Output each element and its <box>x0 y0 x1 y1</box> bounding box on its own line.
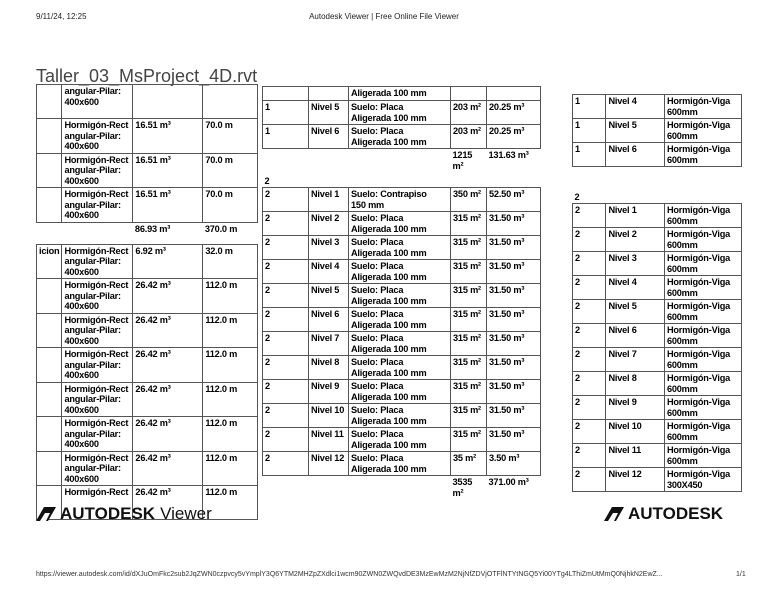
level-cell: Nivel 5 <box>309 101 349 125</box>
description-cell: Suelo: Placa Aligerada 100 mm <box>349 125 451 149</box>
description-cell: Hormigón-Viga 600mm <box>664 204 741 228</box>
length-cell: 112.0 m <box>203 382 258 417</box>
print-page-title: Autodesk Viewer | Free Online File Viewer <box>309 12 459 21</box>
group-cell: 2 <box>263 404 309 428</box>
length-cell: 70.0 m <box>203 188 258 223</box>
description-cell: Aligerada 100 mm <box>349 87 451 101</box>
element-type-cell: Hormigón-Rect angular-Pilar: 400x600 <box>62 451 133 486</box>
print-url: https://viewer.autodesk.com/id/dXJuOmFkc2sub2JqZWN0czpvcy5vYmplY3Q6YTM2MHZpZXdlci1wcm90ZWN0ZWQvdDE3MzEwMzM2NjNfZDVjOTFlNTYtNGQ5Yi00YTg4LThiZmUtMmQ0NjhkN2EwZ... <box>36 571 663 578</box>
left-schedule-panel <box>36 86 258 498</box>
group-cell <box>37 348 62 383</box>
table-row <box>263 188 541 212</box>
length-cell: 32.0 m <box>203 244 258 279</box>
table-row <box>573 468 742 492</box>
table-row <box>263 87 541 101</box>
table-row <box>263 452 541 476</box>
volume-cell <box>133 85 203 119</box>
level-cell: Nivel 5 <box>606 300 664 324</box>
table-row <box>37 119 258 154</box>
element-type-cell: Hormigón-Rect angular-Pilar: 400x600 <box>62 119 133 154</box>
print-page-number: 1/1 <box>736 571 746 578</box>
volume-cell: 31.50 m³ <box>487 284 541 308</box>
area-cell: 35 m² <box>451 452 487 476</box>
description-cell <box>349 149 451 175</box>
table-row <box>573 228 742 252</box>
area-cell: 315 m² <box>451 308 487 332</box>
table-row <box>37 348 258 383</box>
middle-schedule-panel <box>262 88 545 498</box>
level-cell: Nivel 1 <box>309 188 349 212</box>
group-cell: 2 <box>263 356 309 380</box>
level-cell: Nivel 3 <box>606 252 664 276</box>
group-cell: 2 <box>263 380 309 404</box>
subtotal-row <box>263 149 541 175</box>
group-cell: 2 <box>573 252 606 276</box>
level-cell: Nivel 4 <box>309 260 349 284</box>
volume-cell: 26.42 m³ <box>133 417 203 452</box>
length-cell: 112.0 m <box>203 313 258 348</box>
table-row <box>37 451 258 486</box>
description-cell: Suelo: Placa Aligerada 100 mm <box>349 380 451 404</box>
volume-cell: 26.42 m³ <box>133 382 203 417</box>
table-row <box>263 125 541 149</box>
volume-cell <box>487 87 541 101</box>
group-cell: 2 <box>573 300 606 324</box>
level-cell: Nivel 6 <box>309 125 349 149</box>
description-cell: Suelo: Placa Aligerada 100 mm <box>349 260 451 284</box>
autodesk-logo-icon <box>36 507 56 521</box>
table-row <box>263 260 541 284</box>
table-row <box>263 212 541 236</box>
element-type-cell: Hormigón-Rect angular-Pilar: 400x600 <box>62 244 133 279</box>
length-cell: 112.0 m <box>203 348 258 383</box>
group-label-cell: 2 <box>574 191 580 202</box>
table-row <box>263 101 541 125</box>
description-cell: Hormigón-Viga 600mm <box>664 372 741 396</box>
table-row <box>263 404 541 428</box>
group-cell: 2 <box>573 276 606 300</box>
group-cell: 1 <box>573 119 606 143</box>
description-cell: Hormigón-Viga 600mm <box>664 348 741 372</box>
volume-cell: 31.50 m³ <box>487 236 541 260</box>
total-length-cell: 370.0 m <box>204 223 238 234</box>
table-row <box>263 236 541 260</box>
group-cell <box>263 476 309 500</box>
level-cell: Nivel 6 <box>606 324 664 348</box>
group-cell: icion <box>37 244 62 279</box>
subtotal-area-cell: 1215 m² <box>452 150 473 171</box>
group-header-row <box>573 191 742 204</box>
table-row <box>37 85 258 119</box>
element-type-cell: Hormigón-Rect angular-Pilar: 400x600 <box>62 382 133 417</box>
group-cell: 2 <box>573 468 606 492</box>
group-cell: 1 <box>573 95 606 119</box>
print-datetime: 9/11/24, 12:25 <box>36 12 87 21</box>
volume-cell: 3.50 m³ <box>487 452 541 476</box>
total-row <box>263 476 541 500</box>
group-cell: 2 <box>263 428 309 452</box>
description-cell: Hormigón-Viga 600mm <box>664 300 741 324</box>
area-cell: 315 m² <box>451 428 487 452</box>
group-cell: 2 <box>573 324 606 348</box>
group-cell: 2 <box>263 452 309 476</box>
group-cell <box>37 153 62 188</box>
description-cell: Suelo: Contrapiso 150 mm <box>349 188 451 212</box>
table-row <box>573 324 742 348</box>
description-cell: Suelo: Placa Aligerada 100 mm <box>349 428 451 452</box>
total-volume-cell: 86.93 m³ <box>134 223 171 234</box>
group-cell <box>37 85 62 119</box>
level-cell: Nivel 8 <box>309 356 349 380</box>
area-cell: 315 m² <box>451 380 487 404</box>
volume-cell: 31.50 m³ <box>487 212 541 236</box>
volume-cell: 20.25 m³ <box>487 101 541 125</box>
group-cell: 2 <box>573 372 606 396</box>
group-cell: 2 <box>263 284 309 308</box>
volume-cell: 26.42 m³ <box>133 451 203 486</box>
autodesk-wordmark: AUTODESK <box>60 504 156 523</box>
autodesk-logo-icon <box>604 507 624 521</box>
volume-cell: 52.50 m³ <box>487 188 541 212</box>
level-cell: Nivel 10 <box>606 420 664 444</box>
area-cell: 203 m² <box>451 125 487 149</box>
group-cell: 2 <box>263 308 309 332</box>
volume-cell: 31.50 m³ <box>487 308 541 332</box>
table-row <box>573 348 742 372</box>
autodesk-wordmark: AUTODESK <box>628 504 724 523</box>
table-row <box>573 300 742 324</box>
subtotal-volume-cell: 131.63 m³ <box>488 150 529 160</box>
area-cell: 315 m² <box>451 236 487 260</box>
element-type-cell: Hormigón-Rect angular-Pilar: 400x600 <box>62 279 133 314</box>
group-header-row <box>263 175 541 188</box>
level-cell <box>309 87 349 101</box>
element-type-cell: Hormigón-Rect angular-Pilar: 400x600 <box>62 348 133 383</box>
group-cell <box>263 149 309 175</box>
autodesk-logo <box>604 504 723 524</box>
group-cell: 2 <box>263 260 309 284</box>
group-cell: 2 <box>263 332 309 356</box>
description-cell: Suelo: Placa Aligerada 100 mm <box>349 101 451 125</box>
length-cell: 112.0 m <box>203 486 258 520</box>
table-row <box>37 279 258 314</box>
table-row <box>263 308 541 332</box>
level-cell: Nivel 8 <box>606 372 664 396</box>
table-row <box>37 313 258 348</box>
level-cell: Nivel 3 <box>309 236 349 260</box>
area-cell: 203 m² <box>451 101 487 125</box>
table-row <box>37 382 258 417</box>
table-row <box>573 252 742 276</box>
group-cell: 1 <box>263 101 309 125</box>
table-row <box>573 420 742 444</box>
level-cell: Nivel 12 <box>309 452 349 476</box>
element-type-cell: angular-Pilar: 400x600 <box>62 85 133 119</box>
volume-cell: 16.51 m³ <box>133 153 203 188</box>
group-cell: 2 <box>263 236 309 260</box>
volume-cell: 20.25 m³ <box>487 125 541 149</box>
description-cell: Suelo: Placa Aligerada 100 mm <box>349 284 451 308</box>
level-cell: Nivel 10 <box>309 404 349 428</box>
description-cell: Suelo: Placa Aligerada 100 mm <box>349 212 451 236</box>
level-cell: Nivel 11 <box>309 428 349 452</box>
document-title: Taller_03_MsProject_4D.rvt <box>36 66 258 86</box>
volume-cell: 31.50 m³ <box>487 428 541 452</box>
right-schedule-table <box>572 94 742 492</box>
level-cell: Nivel 6 <box>309 308 349 332</box>
group-cell <box>37 313 62 348</box>
level-cell: Nivel 5 <box>309 284 349 308</box>
level-cell: Nivel 4 <box>606 95 664 119</box>
group-cell: 2 <box>573 444 606 468</box>
length-cell: 112.0 m <box>203 451 258 486</box>
volume-cell: 31.50 m³ <box>487 380 541 404</box>
description-cell: Hormigón-Viga 600mm <box>664 119 741 143</box>
volume-cell: 31.50 m³ <box>487 356 541 380</box>
table-row <box>37 153 258 188</box>
length-cell: 70.0 m <box>203 153 258 188</box>
level-cell: Nivel 9 <box>606 396 664 420</box>
level-cell <box>309 149 349 175</box>
spacer-row <box>573 167 742 191</box>
left-schedule-table <box>36 84 258 520</box>
group-cell: 2 <box>573 204 606 228</box>
volume-cell: 31.50 m³ <box>487 260 541 284</box>
table-row <box>573 372 742 396</box>
table-row <box>573 396 742 420</box>
length-cell: 112.0 m <box>203 279 258 314</box>
group-cell <box>263 87 309 101</box>
level-cell: Nivel 1 <box>606 204 664 228</box>
group-cell <box>37 119 62 154</box>
table-row <box>573 276 742 300</box>
group-cell <box>37 382 62 417</box>
level-cell: Nivel 12 <box>606 468 664 492</box>
description-cell: Hormigón-Viga 600mm <box>664 420 741 444</box>
level-cell <box>309 476 349 500</box>
description-cell: Suelo: Placa Aligerada 100 mm <box>349 332 451 356</box>
level-cell: Nivel 7 <box>309 332 349 356</box>
level-cell: Nivel 6 <box>606 143 664 167</box>
group-cell: 2 <box>263 188 309 212</box>
area-cell: 315 m² <box>451 212 487 236</box>
group-cell: 2 <box>573 348 606 372</box>
table-row <box>37 188 258 223</box>
element-type-cell <box>62 222 133 244</box>
group-cell <box>37 188 62 223</box>
element-type-cell: Hormigón-Rect <box>62 486 133 520</box>
table-row <box>573 119 742 143</box>
level-cell: Nivel 5 <box>606 119 664 143</box>
viewer-wordmark: Viewer <box>160 504 212 523</box>
group-label-cell: 2 <box>264 175 270 186</box>
level-cell: Nivel 9 <box>309 380 349 404</box>
group-cell: 2 <box>573 396 606 420</box>
group-cell: 1 <box>263 125 309 149</box>
table-row <box>263 356 541 380</box>
description-cell: Hormigón-Viga 600mm <box>664 324 741 348</box>
length-cell: 112.0 m <box>203 417 258 452</box>
group-cell <box>37 279 62 314</box>
table-row <box>263 284 541 308</box>
volume-cell: 6.92 m³ <box>133 244 203 279</box>
description-cell: Hormigón-Viga 600mm <box>664 252 741 276</box>
description-cell: Hormigón-Viga 600mm <box>664 276 741 300</box>
area-cell <box>451 87 487 101</box>
middle-schedule-table <box>262 86 541 499</box>
description-cell: Suelo: Placa Aligerada 100 mm <box>349 308 451 332</box>
group-cell <box>37 222 62 244</box>
table-row <box>573 95 742 119</box>
level-cell: Nivel 2 <box>606 228 664 252</box>
volume-cell: 26.42 m³ <box>133 313 203 348</box>
area-cell: 315 m² <box>451 284 487 308</box>
description-cell: Hormigón-Viga 600mm <box>664 143 741 167</box>
element-type-cell: Hormigón-Rect angular-Pilar: 400x600 <box>62 417 133 452</box>
group-cell: 2 <box>573 228 606 252</box>
group-cell <box>37 451 62 486</box>
volume-cell: 26.42 m³ <box>133 279 203 314</box>
area-cell: 350 m² <box>451 188 487 212</box>
level-cell: Nivel 2 <box>309 212 349 236</box>
table-row <box>263 428 541 452</box>
description-cell: Suelo: Placa Aligerada 100 mm <box>349 356 451 380</box>
volume-cell: 26.42 m³ <box>133 486 203 520</box>
table-row <box>573 204 742 228</box>
total-volume-cell: 371.00 m³ <box>488 477 529 487</box>
description-cell: Hormigón-Viga 300X450 <box>664 468 741 492</box>
area-cell: 315 m² <box>451 356 487 380</box>
total-row <box>37 222 258 244</box>
table-row <box>263 380 541 404</box>
area-cell: 315 m² <box>451 260 487 284</box>
table-row <box>37 417 258 452</box>
element-type-cell: Hormigón-Rect angular-Pilar: 400x600 <box>62 188 133 223</box>
description-cell: Suelo: Placa Aligerada 100 mm <box>349 236 451 260</box>
element-type-cell: Hormigón-Rect angular-Pilar: 400x600 <box>62 313 133 348</box>
volume-cell: 16.51 m³ <box>133 188 203 223</box>
level-cell: Nivel 7 <box>606 348 664 372</box>
volume-cell: 31.50 m³ <box>487 404 541 428</box>
table-row <box>263 332 541 356</box>
description-cell: Hormigón-Viga 600mm <box>664 95 741 119</box>
spacer-cell <box>573 167 742 191</box>
length-cell: 70.0 m <box>203 119 258 154</box>
group-cell: 2 <box>573 420 606 444</box>
level-cell: Nivel 4 <box>606 276 664 300</box>
area-cell: 315 m² <box>451 332 487 356</box>
autodesk-viewer-logo <box>36 504 212 524</box>
table-row <box>573 143 742 167</box>
volume-cell: 26.42 m³ <box>133 348 203 383</box>
area-cell: 315 m² <box>451 404 487 428</box>
length-cell <box>203 85 258 119</box>
table-row <box>37 244 258 279</box>
total-area-cell: 3535 m² <box>452 477 473 498</box>
volume-cell: 16.51 m³ <box>133 119 203 154</box>
group-cell: 1 <box>573 143 606 167</box>
description-cell: Hormigón-Viga 600mm <box>664 228 741 252</box>
description-cell: Hormigón-Viga 600mm <box>664 444 741 468</box>
description-cell: Suelo: Placa Aligerada 100 mm <box>349 452 451 476</box>
description-cell: Hormigón-Viga 600mm <box>664 396 741 420</box>
level-cell: Nivel 11 <box>606 444 664 468</box>
element-type-cell: Hormigón-Rect angular-Pilar: 400x600 <box>62 153 133 188</box>
group-cell: 2 <box>263 212 309 236</box>
description-cell: Suelo: Placa Aligerada 100 mm <box>349 404 451 428</box>
group-cell <box>37 417 62 452</box>
volume-cell: 31.50 m³ <box>487 332 541 356</box>
right-schedule-panel <box>572 94 742 498</box>
description-cell <box>349 476 451 500</box>
table-row <box>573 444 742 468</box>
